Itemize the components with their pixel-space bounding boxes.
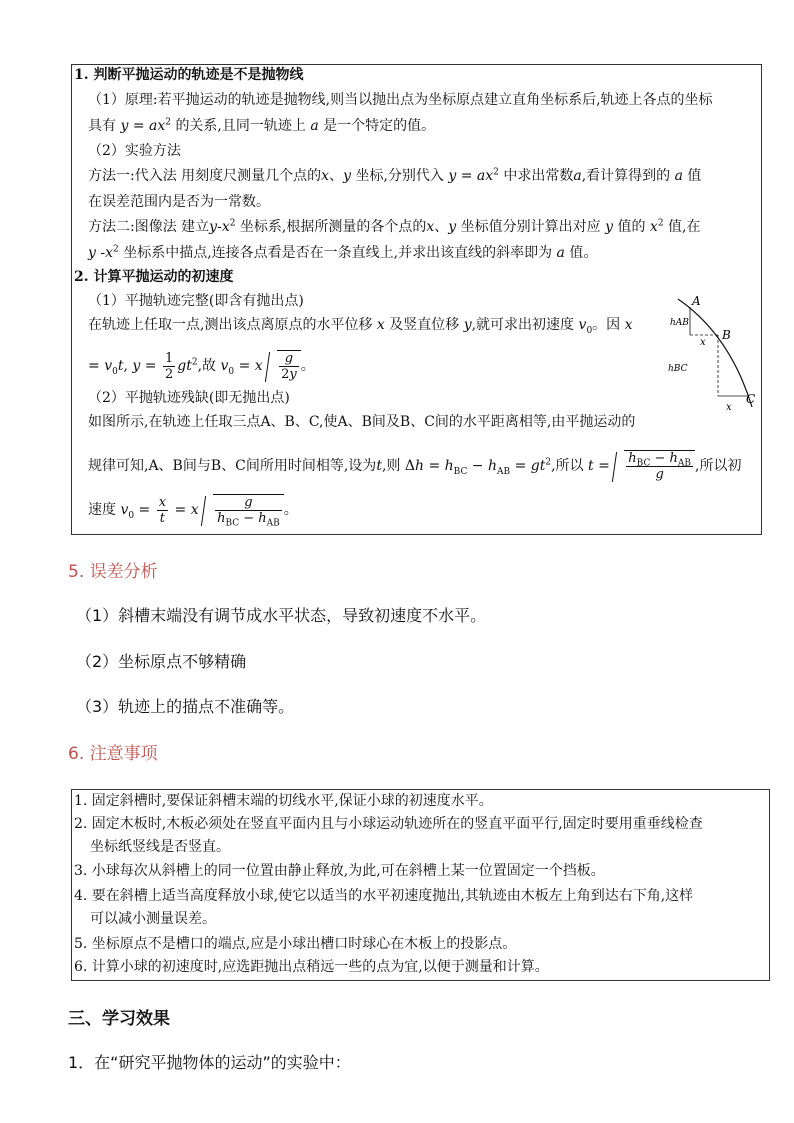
- principle-line-1: （1）原理:若平抛运动的轨迹是抛物线,则当以抛出点为坐标原点建立直角坐标系后,轨迹上各点的坐标: [88, 92, 713, 108]
- label-A: A: [692, 295, 701, 308]
- precaution-2: 2. 固定木板时,木板必须处在竖直平面内且与小球运动轨迹所在的竖直平面平行,固定时要用重垂线检查: [74, 816, 703, 832]
- learning-effect-heading: 三、学习效果: [68, 1009, 170, 1029]
- label-x2: x: [726, 402, 732, 413]
- error-item-1: （1）斜槽末端没有调节成水平状态，导致初速度不水平。: [76, 606, 487, 625]
- incomplete-trajectory-formula-2: 速度 $v_0$ = $\frac{x}{t}$ = x $\frac{g}{h_{BC} - h_{AB}}$ 。: [88, 494, 298, 529]
- method-heading: （2）实验方法: [88, 143, 181, 159]
- incomplete-trajectory-heading: （2）平抛轨迹残缺(即无抛出点): [88, 390, 290, 406]
- complete-trajectory-heading: （1）平抛轨迹完整(即含有抛出点): [88, 293, 304, 309]
- precaution-6: 6. 计算小球的初速度时,应选距抛出点稍远一些的点为宜,以便于测量和计算。: [74, 959, 549, 975]
- precaution-5: 5. 坐标原点不是槽口的端点,应是小球出槽口时球心在木板上的投影点。: [74, 936, 517, 952]
- error-item-2: （2）坐标原点不够精确: [76, 652, 247, 671]
- precaution-3: 3. 小球每次从斜槽上的同一位置由静止释放,为此,可在斜槽上某一位置固定一个挡板。: [74, 863, 605, 879]
- trajectory-figure: [660, 295, 770, 415]
- question-1: 1．在“研究平抛物体的运动”的实验中：: [68, 1053, 351, 1072]
- label-C: C: [746, 392, 756, 406]
- method-1-line-2: 在误差范围内是否为一常数。: [88, 194, 270, 210]
- complete-trajectory-line-1: 在轨迹上任取一点,测出该点离原点的水平位移 x 及竖直位移 y,就可求出初速度 $v_0$。因 x: [88, 317, 633, 336]
- method-1-line-1: 方法一:代入法 用刻度尺测量几个点的x、y 坐标,分别代入 $y = ax^2$ 中求出常数a,看计算得到的 a 值: [88, 167, 702, 184]
- label-hab: hAB: [670, 318, 689, 328]
- precaution-4: 4. 要在斜槽上适当高度释放小球,使它以适当的水平初速度抛出,其轨迹由木板左上角到达右下角,这样: [74, 888, 694, 904]
- error-item-3: （3）轨迹上的描点不准确等。: [76, 697, 295, 716]
- section-2-title: 2. 计算平抛运动的初速度: [74, 269, 234, 285]
- trajectory-curve: [678, 299, 752, 407]
- method-2-line-2: y $-x^2$ 坐标系中描点,连接各点看是否在一条直线上,并求出该直线的斜率即为 a 值。: [88, 244, 598, 261]
- section-1-title: 1. 判断平抛运动的轨迹是不是抛物线: [74, 67, 304, 83]
- incomplete-trajectory-line-1: 如图所示,在轨迹上任取三点A、B、C,使A、B间及B、C间的水平距离相等,由平抛运动的: [88, 414, 636, 430]
- precaution-1: 1. 固定斜槽时,要保证斜槽末端的切线水平,保证小球的初速度水平。: [74, 793, 493, 809]
- precaution-4-cont: 可以减小测量误差。: [90, 911, 216, 927]
- label-B: B: [722, 328, 731, 342]
- method-2-line-1: 方法二:图像法 建立$y-x^2$ 坐标系,根据所测量的各个点的x、y 坐标值分别计算出对应 y 值的 $x^2$ 值,在: [88, 218, 701, 235]
- error-analysis-heading: 5. 误差分析: [68, 562, 158, 582]
- complete-trajectory-formula: = $v_0t$, y = $\frac{1}{2}$ $gt^2$,故 $v_0 = x$ $\frac{g}{2y}$ 。: [88, 350, 315, 382]
- incomplete-trajectory-formula-1: 规律可知,A、B间与B、C间所用时间相等,设为t,则 $\Delta h = h_{BC} - h_{AB} = gt^2$,所以 t = $\frac{h_{BC} - h_{AB}}{g}$ ,所以初: [88, 451, 742, 482]
- label-x1: x: [700, 337, 706, 348]
- principle-line-2: 具有 $y = ax^2$ 的关系,且同一轨迹上 a 是一个特定的值。: [88, 117, 436, 134]
- precautions-heading: 6. 注意事项: [68, 744, 158, 764]
- label-hbc: hBC: [668, 364, 688, 374]
- precaution-2-cont: 坐标纸竖线是否竖直。: [90, 839, 230, 855]
